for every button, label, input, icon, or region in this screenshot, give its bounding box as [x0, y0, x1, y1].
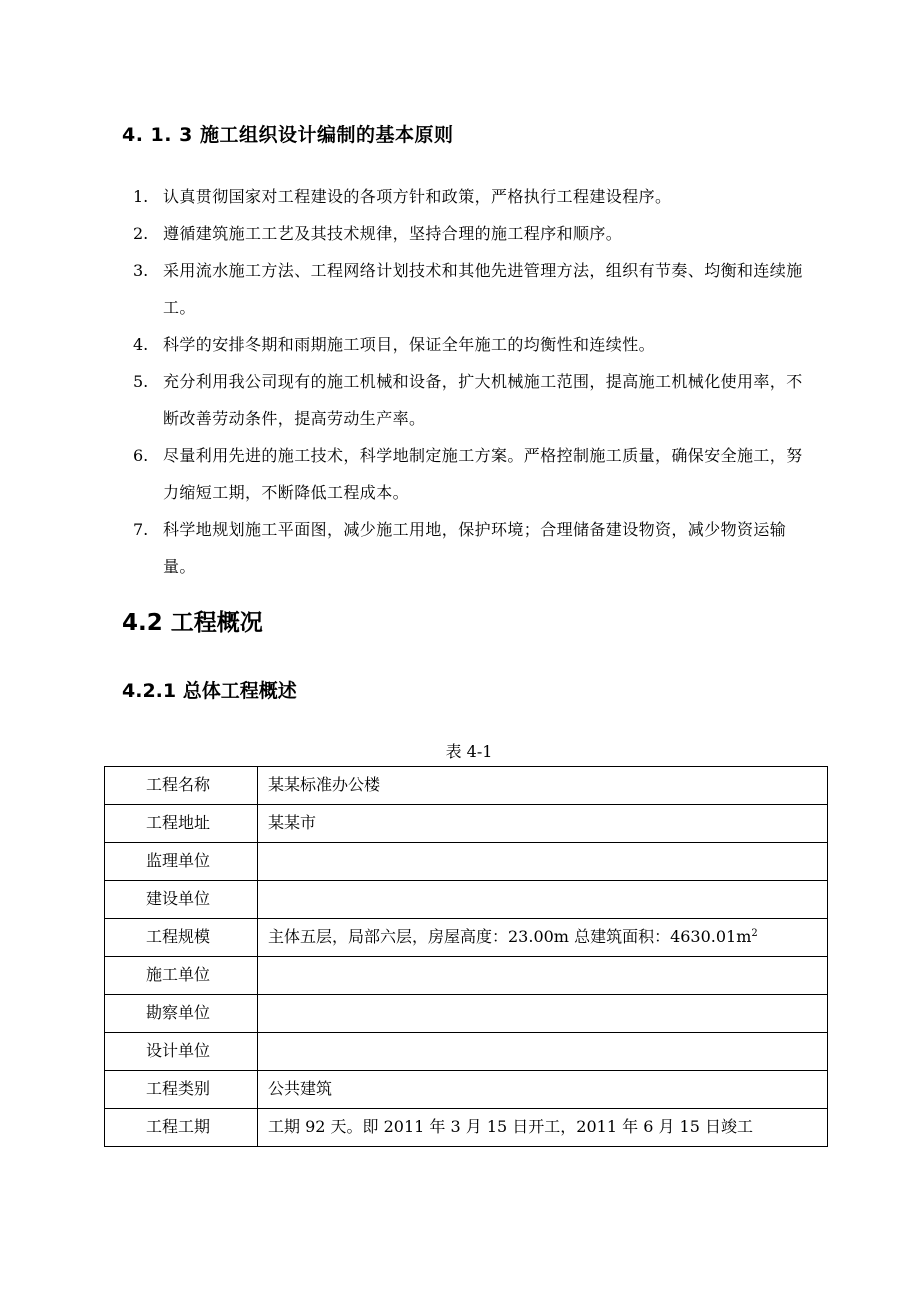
table-row: [105, 881, 828, 919]
table-key-cell: 工程地址: [105, 805, 258, 843]
list-item-number: 4.: [133, 335, 149, 354]
table-value-cell: [258, 1033, 828, 1071]
table-row: [105, 767, 828, 805]
table-key-cell: 建设单位: [105, 881, 258, 919]
table-key-cell: 设计单位: [105, 1033, 258, 1071]
table-row: [105, 995, 828, 1033]
table-value-cell: [258, 843, 828, 881]
table-row: [105, 1109, 828, 1147]
list-item-text: 遵循建筑施工工艺及其技术规律，坚持合理的施工程序和顺序。: [163, 224, 623, 243]
table-key-cell: 工程规模: [105, 919, 258, 957]
table-key-cell: 工程类别: [105, 1071, 258, 1109]
list-item-text: 采用流水施工方法、工程网络计划技术和其他先进管理方法，组织有节奏、均衡和连续施工。: [163, 261, 803, 317]
table-row: [105, 805, 828, 843]
list-item-number: 6.: [133, 446, 149, 465]
table-key-cell: 勘察单位: [105, 995, 258, 1033]
list-item-text: 尽量利用先进的施工技术，科学地制定施工方案。严格控制施工质量，确保安全施工，努力缩短工期，不断降低工程成本。: [163, 446, 803, 502]
list-item-text: 科学的安排冬期和雨期施工项目，保证全年施工的均衡性和连续性。: [163, 335, 656, 354]
list-item-number: 2.: [133, 224, 149, 243]
table-row: [105, 957, 828, 995]
list-item-text: 科学地规划施工平面图，减少施工用地，保护环境；合理储备建设物资，减少物资运输量。: [163, 520, 787, 576]
superscript-unit: 2: [751, 928, 758, 939]
list-item: [0, 437, 920, 511]
list-item: [0, 252, 920, 326]
list-item-number: 5.: [133, 372, 149, 391]
list-item-number: 3.: [133, 261, 149, 280]
table-row: [105, 843, 828, 881]
list-item-number: 1.: [133, 187, 149, 206]
scale-text: 主体五层，局部六层，房屋高度：23.00m 总建筑面积：4630.01m: [268, 927, 752, 946]
table-key-cell: 监理单位: [105, 843, 258, 881]
table-row: [105, 1033, 828, 1071]
list-item: [0, 511, 920, 585]
table-value-cell: 某某标准办公楼: [258, 767, 828, 805]
table-value-cell: 某某市: [258, 805, 828, 843]
table-value-cell: [258, 919, 828, 957]
project-overview-table: [104, 766, 828, 1147]
section-4-1-3-heading: 4. 1. 3 施工组织设计编制的基本原则: [122, 124, 454, 146]
table-key-cell: 施工单位: [105, 957, 258, 995]
principles-list: [0, 178, 920, 585]
list-item-number: 7.: [133, 520, 149, 539]
table-row: [105, 919, 828, 957]
list-item: [0, 326, 920, 363]
section-4-2-1-heading: 4.2.1 总体工程概述: [122, 680, 297, 702]
table-value-cell: 工期 92 天。即 2011 年 3 月 15 日开工，2011 年 6 月 15 日竣工: [258, 1109, 828, 1147]
table-value-cell: [258, 881, 828, 919]
list-item: [0, 215, 920, 252]
list-item-text: 认真贯彻国家对工程建设的各项方针和政策，严格执行工程建设程序。: [163, 187, 672, 206]
table-caption-text: 表 4-1: [445, 742, 493, 761]
table-value-cell: [258, 995, 828, 1033]
list-item-text: 充分利用我公司现有的施工机械和设备，扩大机械施工范围，提高施工机械化使用率，不断改善劳动条件，提高劳动生产率。: [163, 372, 803, 428]
table-caption: [0, 739, 920, 762]
list-item: [0, 178, 920, 215]
table-value-cell: [258, 957, 828, 995]
table-key-cell: 工程名称: [105, 767, 258, 805]
table-key-cell: 工程工期: [105, 1109, 258, 1147]
table-value-cell: 公共建筑: [258, 1071, 828, 1109]
section-4-2-heading: 4.2 工程概况: [122, 610, 263, 636]
table-row: [105, 1071, 828, 1109]
list-item: [0, 363, 920, 437]
